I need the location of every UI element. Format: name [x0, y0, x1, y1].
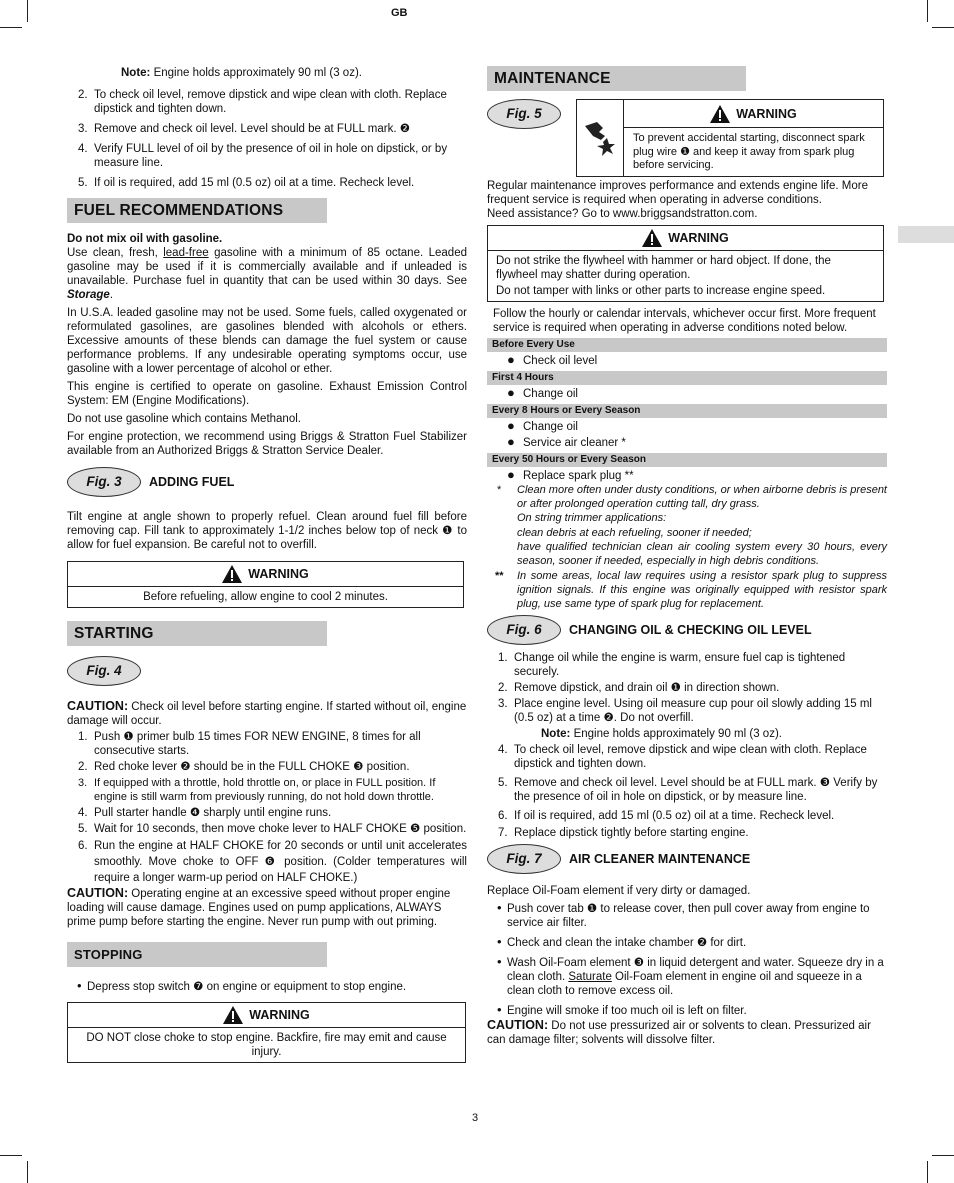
oil-change-steps-continued — [487, 743, 887, 840]
note-oil-capacity: Note: Engine holds approximately 90 ml (3 oz). — [121, 67, 362, 79]
list-item: • Depress stop switch ❼ on engine or equipment to stop engine. — [77, 978, 407, 993]
caution-excessive-speed: CAUTION: Operating engine at an excessive speed without proper engine loading will cause damage. Engines used on pump applications, ALWAYS prime pump before starting the engine. Never run pump with out priming. — [67, 886, 451, 928]
language-tab — [898, 226, 954, 243]
crop-mark — [27, 1161, 28, 1183]
fuel-warning-bold: Do not mix oil with gasoline. — [67, 233, 223, 245]
list-item: 3. If equipped with a throttle, hold throttle on, or place in FULL position. If engine is still warm from previously running, do not hold down throttle. — [78, 777, 436, 803]
figure-4-caption — [67, 656, 467, 686]
fuel-paragraph: For engine protection, we recommend using Briggs & Stratton Fuel Stabilizer available from an Authorized Briggs & Stratton Service Dealer. — [67, 431, 467, 457]
warning-box-spark-plug — [576, 99, 884, 177]
figure-label: Fig. 4 — [67, 656, 141, 686]
warning-icon — [223, 1006, 243, 1024]
starting-steps-list — [67, 730, 467, 886]
crop-mark — [927, 0, 928, 22]
warning-box-flywheel — [487, 225, 884, 302]
list-item: 6. Run the engine at HALF CHOKE for 20 seconds or until unit accelerates smoothly. Move choke to OFF ❻ position. (Colder temperatures will require a longer warm-up period on HALF CHOKE.) — [78, 840, 467, 884]
crop-mark — [0, 27, 22, 28]
warning-body: DO NOT close choke to stop engine. Backfire, fire may emit and cause injury. — [68, 1027, 465, 1062]
caution-oil-level: CAUTION: Check oil level before starting engine. If started without oil, engine damage will occur. — [67, 699, 467, 727]
schedule-item: ● Service air cleaner * — [507, 434, 626, 449]
crop-mark — [27, 0, 28, 22]
warning-body: Do not strike the flywheel with hammer or hard object. If done, the flywheel may shatter during operation. Do not tamper with links or other parts to increase engine speed. — [488, 250, 883, 301]
warning-title: WARNING — [488, 226, 883, 250]
figure-label: Fig. 7 — [487, 844, 561, 874]
list-item: 5. Remove and check oil level. Level should be at FULL mark. ❸ Verify by the presence of oil in hole on dipstick, or by measure line. — [498, 777, 878, 804]
section-heading-fuel: FUEL RECOMMENDATIONS — [67, 198, 327, 223]
figure-label: Fig. 6 — [487, 615, 561, 645]
crop-mark — [932, 27, 954, 28]
list-item: 4. To check oil level, remove dipstick and wipe clean with cloth. Replace dipstick and tighten down. — [498, 744, 867, 771]
right-column — [487, 66, 887, 1047]
list-item: • Wash Oil-Foam element ❸ in liquid detergent and water. Squeeze dry in a clean cloth. Saturate Oil-Foam element in engine oil and squeeze in a clean cloth to remove excess oil. — [497, 954, 884, 998]
list-item: 2. Remove dipstick, and drain oil ❶ in direction shown. — [498, 682, 780, 695]
figure-title: ADDING FUEL — [149, 475, 235, 489]
list-item: 6. If oil is required, add 15 ml (0.5 oz) oil at a time. Recheck level. — [498, 810, 835, 823]
adding-fuel-text: Tilt engine at angle shown to properly refuel. Clean around fuel fill before removing cap. Fill tank to approximately 1-1/2 inches below top of neck ❶ to allow for fuel expansion. Be careful not to overfill. — [67, 511, 467, 551]
schedule-heading: First 4 Hours — [487, 371, 887, 385]
list-item: 5. If oil is required, add 15 ml (0.5 oz) oil at a time. Recheck level. — [78, 177, 415, 189]
footnote-2: ** In some areas, local law requires using a resistor spark plug to suppress ignition signals. If this engine was originally equipped with resistor spark plug, use same type of spark plug for replacement. — [495, 570, 887, 611]
section-heading-maintenance: MAINTENANCE — [487, 66, 746, 91]
footnote-1: * Clean more often under dusty conditions, or when airborne debris is present or after prolonged operation cutting tall, dry grass. On string trimmer applications: clean debris at each refueling, sooner if needed; have qualified technician clean air cooling system every 30 hours, every season, sooner if needed, especially in high debris conditions. — [497, 484, 887, 568]
crop-mark — [932, 1155, 954, 1156]
caution-pressurized-air: CAUTION: Do not use pressurized air or solvents to clean. Pressurized air can damage filter; solvents will dissolve filter. — [487, 1018, 871, 1047]
air-cleaner-list — [487, 902, 887, 1018]
hand-hazard-icon — [577, 100, 624, 176]
warning-title: WARNING — [68, 1003, 465, 1027]
oil-check-list — [67, 88, 467, 190]
list-item: 1. Change oil while the engine is warm, ensure fuel cap is tightened securely. — [498, 652, 846, 679]
section-heading-starting: STARTING — [67, 621, 327, 646]
schedule-item: ● Check oil level — [507, 352, 598, 367]
figure-title: CHANGING OIL & CHECKING OIL LEVEL — [569, 623, 812, 638]
crop-mark — [0, 1155, 22, 1156]
figure-label: Fig. 3 — [67, 467, 141, 497]
figure-7-caption — [487, 844, 887, 874]
list-item: 3. Remove and check oil level. Level should be at FULL mark. ❷ — [78, 123, 411, 135]
figure-6-caption — [487, 615, 887, 645]
list-item: 4. Pull starter handle ❹ sharply until engine runs. — [78, 807, 332, 819]
warning-box-refuel — [67, 561, 464, 608]
warning-title: WARNING — [624, 100, 883, 128]
fuel-paragraph: This engine is certified to operate on gasoline. Exhaust Emission Control System: EM (Engine Modifications). — [67, 381, 467, 407]
warning-body: Before refueling, allow engine to cool 2 minutes. — [68, 586, 463, 607]
schedule-heading: Every 50 Hours or Every Season — [487, 453, 887, 467]
list-item: • Check and clean the intake chamber ❷ for dirt. — [497, 934, 747, 950]
warning-icon — [710, 105, 730, 123]
figure-3-caption — [67, 467, 467, 497]
figure-title: AIR CLEANER MAINTENANCE — [569, 852, 751, 867]
list-item: 5. Wait for 10 seconds, then move choke lever to HALF CHOKE ❺ position. — [78, 823, 467, 835]
fuel-paragraph: Do not use gasoline which contains Methanol. — [67, 413, 301, 425]
schedule-item: ● Change oil — [507, 385, 578, 400]
crop-mark — [927, 1161, 928, 1183]
maintenance-schedule — [487, 338, 887, 483]
list-item: 7. Replace dipstick tightly before starting engine. — [498, 827, 749, 840]
figure-5-block — [487, 99, 887, 179]
schedule-item: ● Replace spark plug ** — [507, 467, 634, 482]
warning-icon — [222, 565, 242, 583]
figure-label: Fig. 5 — [487, 99, 561, 129]
note-oil-capacity: Note: Engine holds approximately 90 ml (3 oz). — [541, 728, 782, 741]
section-heading-stopping: STOPPING — [67, 942, 327, 967]
list-item: • Push cover tab ❶ to release cover, then pull cover away from engine to service air filter. — [497, 900, 870, 930]
maintenance-assistance: Need assistance? Go to www.briggsandstratton.com. — [487, 208, 758, 220]
list-item: 2. To check oil level, remove dipstick and wipe clean with cloth. Replace dipstick and tighten down. — [78, 89, 447, 115]
fuel-paragraph: Use clean, fresh, lead-free gasoline with a minimum of 85 octane. Leaded gasoline may be used if it is commercially available and if unleaded is unavailable. Purchase fuel in quantity that can be used within 30 days. See Storage. — [67, 247, 467, 301]
schedule-item: ● Change oil — [507, 418, 578, 433]
list-item: • Engine will smoke if too much oil is left on filter. — [497, 1002, 747, 1018]
warning-box-choke — [67, 1002, 466, 1063]
warning-icon — [642, 229, 662, 247]
page-number: 3 — [472, 1112, 479, 1124]
schedule-heading: Before Every Use — [487, 338, 887, 352]
list-item: 3. Place engine level. Using oil measure cup pour oil slowly adding 15 ml (0.5 oz) at a time ❷. Do not overfill. — [498, 698, 872, 725]
left-column — [67, 66, 467, 1063]
fuel-paragraph: In U.S.A. leaded gasoline may not be used. Some fuels, called oxygenated or reformulated gasolines, are gasolines blended with alcohols or ethers. Excessive amounts of these blends can damage the fuel system or cause performance problems. If any undesirable operating symptoms occur, use gasoline with a lower percentage of alcohol or ether. — [67, 307, 467, 375]
list-item: 4. Verify FULL level of oil by the presence of oil in hole on dipstick, or by measure line. — [78, 143, 448, 169]
language-code: GB — [391, 7, 408, 19]
oil-change-steps — [487, 651, 887, 725]
maintenance-paragraph: Regular maintenance improves performance and extends engine life. More frequent service is required when operating in adverse conditions. — [487, 180, 868, 206]
warning-body: To prevent accidental starting, disconnect spark plug wire ❶ and keep it away from spark plug before servicing. — [633, 132, 865, 171]
air-cleaner-intro: Replace Oil-Foam element if very dirty or damaged. — [487, 885, 751, 898]
list-item: 1. Push ❶ primer bulb 15 times FOR NEW ENGINE, 8 times for all consecutive starts. — [78, 731, 421, 757]
warning-title: WARNING — [68, 562, 463, 586]
list-item: 2. Red choke lever ❷ should be in the FULL CHOKE ❸ position. — [78, 761, 410, 773]
schedule-heading: Every 8 Hours or Every Season — [487, 404, 887, 418]
intervals-paragraph: Follow the hourly or calendar intervals, whichever occur first. More frequent service is required when operating in adverse conditions noted below. — [493, 308, 876, 334]
